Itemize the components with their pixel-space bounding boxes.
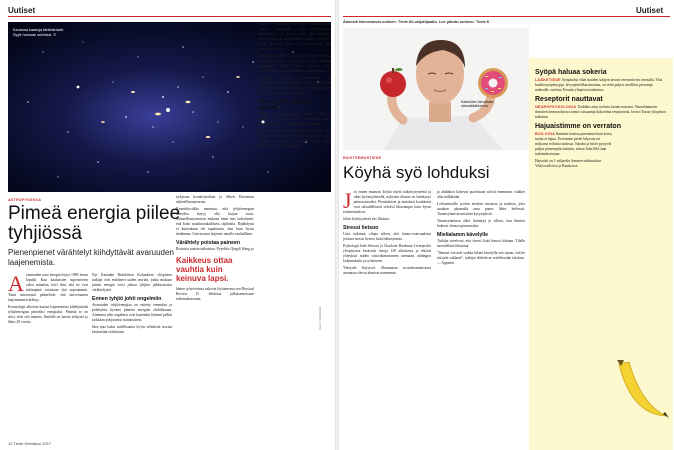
sidebar-text: Hajuaisti on 1 miljardin ihmisen tutkimuksia Yhdysvalloissa ja Ranskassa.: [535, 159, 602, 168]
body-text: nykyisen kvanttifysiikan ja Albert Einsteinin suhteellisuusteorian.: [176, 195, 254, 204]
section-label: Uutiset: [8, 6, 36, 15]
left-page: [0, 0, 335, 450]
body-text: Teoriaa kuvataan mielenkiintoiseksi, mutta sen todistaminen vaatii paljon lisätutkimusta. Tyhjiön värähtelyt voivat olla avain koko kaikkeuden ymmärtämiseen.: [258, 129, 331, 148]
subhead: Seuraavaksi saatava todisteita: [258, 99, 309, 111]
sidebar-heading: Reseptorit nauttavat: [535, 96, 603, 103]
body-text: Tunnesyöminen alkoi lisääntyä jo silloin, kun ihmiset kokivat olonsa epävarmaksi.: [437, 219, 525, 228]
pull-quote: Kaikkeus ottaa vauhtia kuin keinuva lapsi.: [176, 256, 233, 283]
body-text: "Ihmiset voisivat vaikka lähteä kävelylle sen sijaan, että he söisivät suklaata", tutkijat ehdottivat esitellessään tuloksia. — Appetite.: [437, 251, 525, 265]
photo-caption: Kakkullan himoittata stressilääkkeena.: [461, 100, 494, 109]
body-text: Avaruuden tyhjiöenergiaa on esitetty ennenkin ja pidettykin hyvänä pimeän energian ehdokkaana. Aiemmat ydin ongelmat ovat kuitenkin lähinnä pelkät tarkkaan pohjustetut mittausluvut.: [92, 303, 172, 322]
dropcap: J: [343, 188, 352, 213]
body-text: Ristiriita saatiin ratkaistua. Pyyekko Qingdi Wang ja: [176, 247, 254, 251]
body-text: Yhteydet löytyivät. Alemmassa sosioekonomisessa asemassa olevat ahmivat useammin.: [343, 266, 431, 275]
photo-credit: Kuva: NASA/ESA: [318, 306, 322, 330]
sidebar-text: Tiedäkin asiat on kuin luonto nauraisi. Naurahtamisen ihmisten hermosoluissa toimii runsaampi kokoelma reseptoreita, kertoo Turun yliopiston tutkimus.: [535, 105, 666, 119]
kicker: RAVITSEMUSTIEDE: [343, 156, 382, 160]
top-strap: Äänestä kiinnostavin uutinen: Tiede.fi/Lukijatiljaattu. Lue päivän uutinen: Tiede.fi: [343, 20, 490, 24]
sidebar-heading: Syöpä haluaa sokeria: [535, 69, 607, 76]
section-rule: [343, 16, 670, 17]
body-text: Nyt Kanadan Brittiläisen Kolumbian yliopiston tutkijat ovat esittäneet uuden teorian, jonka mukaan pimeä energia voisi johtua tyhjiön pikkuruisista värähtelyistä.: [92, 273, 172, 292]
body-text: hänen työtoverinsa uskovat löytäneensä sen Physical Review D -lehdessä julkaisemassaan tutkimuksessaan.: [176, 287, 254, 301]
body-text: os ennen muinoin köyhä näytti näkönyttyneeltä ja rikas hyvinsyöneeltä, nykyisin tilanne on kääntynyt päinvastaiseksi. Pienituloiset ja matalasti koulutetut ovat taloudellisesti selvästi lihavampia kuin hyvin toimeentulevat.: [343, 190, 431, 214]
body-text: Psykologit Jade Stewart ja Charlotte Hardman Liverpoolin yliopistossa keräsivät tietoja 150 aikuisesta ja ehtivät yhteyksiä niiden sosioekonomiseen asemaan, ahdingon kokemuksiin ja syömiseen.: [343, 244, 431, 263]
body-text: Wangin ja kumppaneiden seuraava siirto on osoittaa, että avaruus toimii näin. Tämä vaatii mittauksia, joita ei vielä pystytä tekemään.: [258, 112, 331, 126]
banana-image: [611, 354, 671, 424]
sidebar-kicker: NEUROPSYKOLOGIA: [535, 105, 577, 109]
body-text: Tutkijat arvelevat, että stressi lisää himoa lohtuun. Tilalle suositellaan liikuntaa.: [437, 239, 525, 248]
dropcap: A: [8, 271, 24, 296]
body-col-1: [8, 273, 88, 327]
sidebar-heading: Hajuaistimme on verraton: [535, 123, 621, 130]
headline: Köyhä syö lohduksi: [343, 163, 490, 182]
body-text: Tyhjyyden pienten laskostumisen ja supistuminen mielletään kuin lapsen keinu: kun jalkoja ojennetaan, vauhti kasvaa. Laajeneminen kiihtyy hitaasti mutta varmasti.: [258, 76, 331, 95]
sidebar-text: Ihminen haistaa paremmin kuin koira, mutta ei hajua. Erotamme peräti biljoona eri miljoona erilaista tuoksua. Naudat ja hiiret pystyvät paljon pienempiin määriin, toteaa John McGann tutkimuksessaan.: [535, 132, 613, 156]
sidebar-kicker: LÄÄKETIEDE: [535, 78, 561, 82]
body-text: vaaruuden outo energia löytyi 1990-luvun lopulla. Kun kaukaisten supernovien valoa mitattiin, kävi ilmi, että ne ovat etäämpänä toisistaan yhä nopeammin. Tästä astronomit päättelivät, että universumin laajeneminen kiihtyy.: [8, 273, 88, 302]
news-sidebar: [529, 58, 673, 450]
body-text: Idea ajaa kaksi todellisuutta hyvin selittävää teoriaa keskenään ristiriitaan:: [92, 325, 172, 334]
sidebar-text: Syöpäsolut eläät muiden solujen tavoin verensokerin varmalla. Yksi keuhkosyöpätyyppi, levyepiteelikarsinooma, on vielä paljon tavallista persompi makealle, osoittaa Texasin yliopiston tutkimus.: [535, 78, 663, 92]
body-col-2: [92, 273, 172, 337]
kicker: ASTROFYSIIKKA: [8, 198, 42, 202]
section-rule: [8, 16, 331, 17]
section-label: Uutiset: [636, 6, 664, 15]
body-text: Tutkijoiden yhtälöissä tyhjiön heiluntaa on kuin keinuvan lapsen vauhti, joka saa liikkeen kasvamaan. Näin pimeä energia olisi mahdollinen energian kulumisen näkökulmasta.: [258, 54, 331, 73]
body-text: Jokin köyhyydessä siis lihottaa.: [343, 217, 390, 221]
body-col-4: [258, 22, 331, 151]
body-text: Kvanttifysiikka ennustaa, että tyhjiöenergian tiheyden täytyy olla hurjan suuri. Suhteellisuusteorian mukaan tämä taas tarkoittaisi, että koko maailmankaikkeus räjähtäisi. Räjähdystä ei kuitenkaan ole tapahtunut, niin kuin hyvin tiedämme. Universumi laajenee omalla vauhdillaan.: [176, 207, 254, 236]
body-text: Lohtuaterialla syötiin etenkin rasvaista ja makeaa, joita saadaan jakamalla oma panos lähes hetkessä. Tunnesyömistä mitattiin kysymyksin.: [437, 202, 525, 216]
photo-caption: Kaukana kaasuja tähtivärtaalt. Syytt hamuan suhtessi. ©: [13, 28, 64, 37]
body-text: ja ahdinkoa kokevat puolestaan söivät enemmän, vaikkei olisi nälkäkään.: [437, 190, 525, 199]
lead: Pienenpienet värähtelyt kiihdyttävät avaruuden laajenemista.: [8, 248, 174, 267]
body-text: Wang ja kumppanit olettavat kvanttifysiikan oppien mukaisesti, että universumin energiatiheys on hyvin suuri. He kuitenkin taivuvat mukaan ainekertoimen tiheys vaihtelisi hyvin nopeasti ajassa ja avaruudessa jopa kaksinkertaisesti.: [258, 22, 331, 51]
headline: Pimeä energia piilee tyhjiössä: [8, 203, 181, 244]
body-text: Kosmologit alkoivat kutsua laajenemista kiihdyttävää tyhjiöenergiaa pimeäksi energiaksi. Pimeää se on siksi, ettei sitä tunneta. Ilmiölle on haettu selitystä jo lähes 20 vuotta.: [8, 305, 88, 324]
body-col-2: [437, 190, 525, 268]
body-col-3: [176, 195, 254, 304]
subhead: Ennen tyhjiö johti ongelmiin: [92, 296, 162, 302]
subhead: Värähtely poistaa paineen: [176, 240, 241, 246]
food-photo: [343, 28, 529, 150]
body-col-1: [343, 190, 431, 278]
body-text: Uusi tutkimus vihjaa siihen, että huono-osaisuudesta johtuva stressi lietsoo lisää lohtusyöntiä.: [343, 232, 431, 241]
person-with-apple-and-donut: [343, 28, 529, 150]
subhead: Stressi lietsoo: [343, 225, 379, 231]
page-footer: 12 Tiede Helmikuu 2017: [8, 441, 52, 446]
sidebar-kicker: BIOLOGIA: [535, 132, 556, 136]
subhead: Mielialamm kävelylle: [437, 232, 489, 238]
